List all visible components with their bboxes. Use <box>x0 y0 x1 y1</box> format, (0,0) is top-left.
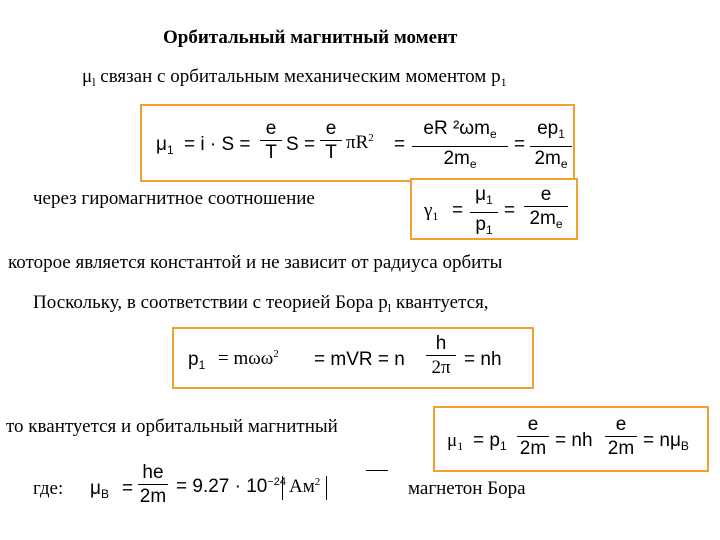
fraction: eR $^2\omega m_e$ $2m_e$ <box>412 118 508 175</box>
constant-text: которое является константой и не зависит от радиуса орбиты <box>8 252 503 273</box>
fraction: e $2m_e$ <box>524 184 568 235</box>
where-label: где: <box>33 478 64 499</box>
quantized-text: то квантуется и орбитальный магнитный <box>6 416 338 437</box>
formula-box-magnetic-quantized: $\mu_1$ = $p_1$ e 2m = nh e 2m = $n\mu_B$ <box>433 406 709 472</box>
formula-box-orbital-moment: $\mu_1$ = i · S = e T S = e T $\pi R^2$ = eR $^2\omega m_e$ $2m_e$ = $ep_1$ $2m_e$ <box>140 104 575 182</box>
unit-bracket: $Ам^2$ <box>282 476 327 500</box>
formula-box-gyromagnetic: $\gamma_1$ = $\mu_1$ $p_1$ = e $2m_e$ <box>410 178 578 240</box>
bohr-magneton-symbol: $\mu_B$ <box>90 478 109 501</box>
fraction: h 2π <box>426 333 456 378</box>
bohr-text: Поскольку, в соответствии с теорией Бора $p_l$ квантуется, <box>33 292 489 315</box>
fraction: e 2m <box>517 414 549 459</box>
magneton-label: магнетон Бора <box>408 478 526 499</box>
mu-symbol: μ <box>82 66 93 87</box>
intro-line: $\mu_l$ связан с орбитальным механическим моментом $p_1$ <box>82 66 507 89</box>
fraction: e 2m <box>605 414 637 459</box>
gyro-text: через гиромагнитное соотношение <box>33 188 315 209</box>
fraction: e T <box>260 118 282 163</box>
formula-box-quantization: $p_1$ = mωω$^2$ = mVR = n h 2π = nh <box>172 327 534 389</box>
page-title: Орбитальный магнитный момент <box>163 27 458 48</box>
fraction: $\mu_1$ $p_1$ <box>470 184 498 241</box>
bohr-magneton-value: = $9.27 \cdot 10^{-24}$ <box>176 476 287 497</box>
fraction: e T <box>320 118 342 163</box>
fraction: $ep_1$ $2m_e$ <box>530 118 572 175</box>
dash-divider <box>366 470 388 471</box>
fraction: he 2m <box>139 462 167 507</box>
